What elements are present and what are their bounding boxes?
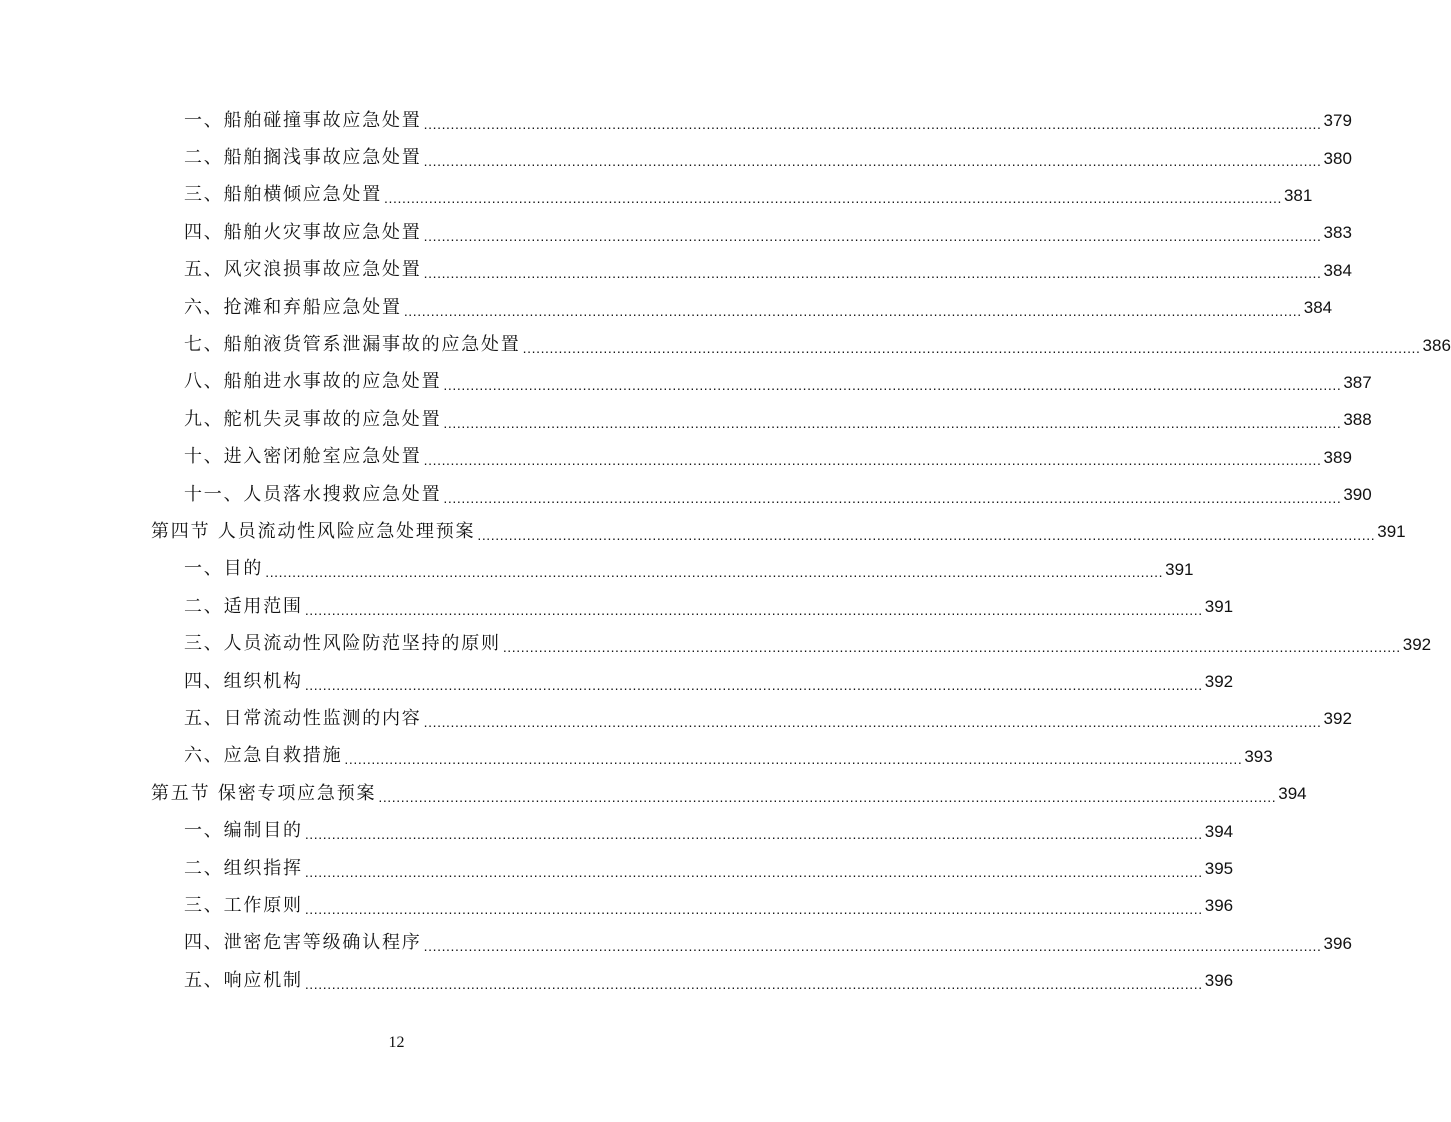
toc-entry[interactable] bbox=[0, 625, 1432, 662]
toc-entry-title: 三、工作原则 bbox=[184, 894, 303, 916]
toc-entry-title: 八、船舶进水事故的应急处置 bbox=[184, 371, 442, 393]
toc-entry-page: 379 bbox=[1323, 111, 1352, 131]
toc-entry-page: 380 bbox=[1323, 148, 1352, 168]
toc-entry-title: 五、日常流动性监测的内容 bbox=[184, 707, 422, 729]
toc-entry-title: 十、进入密闭舱室应急处置 bbox=[184, 446, 422, 468]
toc-leader-dots: ........................................................................................................................................................................................................ bbox=[344, 751, 1243, 768]
toc-entry-page: 390 bbox=[1343, 485, 1372, 505]
toc-entry[interactable] bbox=[0, 925, 1352, 962]
toc-entry[interactable] bbox=[0, 476, 1372, 513]
toc-leader-dots: ........................................................................................................................................................................................................ bbox=[443, 377, 1342, 394]
toc-entry-page: 392 bbox=[1402, 634, 1432, 654]
toc-leader-dots: ........................................................................................................................................................................................................ bbox=[423, 713, 1322, 730]
toc-entry[interactable] bbox=[0, 102, 1352, 139]
toc-leader-dots: ........................................................................................................................................................................................................ bbox=[477, 526, 1376, 543]
toc-leader-dots: ........................................................................................................................................................................................................ bbox=[265, 564, 1164, 581]
toc-leader-dots: ........................................................................................................................................................................................................ bbox=[443, 489, 1342, 506]
toc-entry-page: 389 bbox=[1323, 447, 1352, 467]
toc-entry[interactable] bbox=[0, 214, 1352, 251]
toc-entry-title: 六、应急自救措施 bbox=[184, 745, 343, 767]
toc-leader-dots: ........................................................................................................................................................................................................ bbox=[304, 601, 1203, 618]
toc-entry-page: 393 bbox=[1244, 746, 1273, 766]
toc-entry-page: 395 bbox=[1204, 859, 1234, 878]
toc-leader-dots: ........................................................................................................................................................................................................ bbox=[423, 938, 1322, 955]
toc-entry[interactable] bbox=[0, 326, 1451, 363]
toc-entry-page: 383 bbox=[1323, 223, 1352, 243]
toc-entry-title: 七、船舶液货管系泄漏事故的应急处置 bbox=[184, 334, 521, 356]
toc-entry-title: 四、泄密危害等级确认程序 bbox=[184, 932, 422, 954]
toc-leader-dots: ........................................................................................................................................................................................................ bbox=[502, 639, 1401, 656]
toc-entry[interactable] bbox=[0, 252, 1352, 289]
toc-entry-page: 391 bbox=[1377, 522, 1406, 542]
toc-entry-page: 387 bbox=[1343, 372, 1372, 392]
toc-entry-page: 392 bbox=[1323, 709, 1352, 729]
toc-entry-page: 384 bbox=[1303, 298, 1333, 318]
toc-entry-page: 388 bbox=[1343, 410, 1372, 430]
toc-entry-title: 四、船舶火灾事故应急处置 bbox=[184, 221, 422, 243]
toc-entry-page: 392 bbox=[1204, 672, 1234, 692]
toc-entry-page: 394 bbox=[1204, 821, 1234, 841]
toc-entry[interactable] bbox=[0, 663, 1234, 700]
toc-entry-title: 三、船舶横倾应急处置 bbox=[184, 184, 382, 206]
toc-entry-page: 386 bbox=[1422, 335, 1451, 355]
toc-entry-title: 一、船舶碰撞事故应急处置 bbox=[184, 109, 422, 131]
toc-entry-title: 九、舵机失灵事故的应急处置 bbox=[184, 408, 442, 430]
toc-entry-title: 十一、人员落水搜救应急处置 bbox=[184, 483, 442, 505]
toc-leader-dots: ........................................................................................................................................................................................................ bbox=[304, 863, 1203, 880]
toc-entry-page: 381 bbox=[1283, 185, 1313, 205]
toc-entry-title: 六、抢滩和弃船应急处置 bbox=[184, 296, 402, 318]
toc-section-entry[interactable] bbox=[0, 775, 1307, 812]
toc-entry[interactable] bbox=[0, 364, 1372, 401]
toc-entry[interactable] bbox=[0, 177, 1313, 214]
toc-leader-dots: ........................................................................................................................................................................................................ bbox=[384, 190, 1282, 207]
toc-entry-title: 三、人员流动性风险防范坚持的原则 bbox=[184, 633, 501, 655]
toc-entry-page: 391 bbox=[1165, 559, 1194, 579]
toc-entry-page: 384 bbox=[1323, 260, 1352, 280]
toc-entry-title: 五、响应机制 bbox=[184, 969, 303, 991]
toc-entry-page: 396 bbox=[1323, 933, 1352, 953]
toc-entry[interactable] bbox=[0, 588, 1234, 625]
toc-entry[interactable] bbox=[0, 551, 1194, 588]
toc-entry-title: 二、适用范围 bbox=[184, 595, 303, 617]
toc-leader-dots: ........................................................................................................................................................................................................ bbox=[423, 153, 1322, 170]
toc-leader-dots: ........................................................................................................................................................................................................ bbox=[423, 265, 1322, 282]
toc-entry-title: 二、船舶搁浅事故应急处置 bbox=[184, 147, 422, 169]
toc-entry-title: 二、组织指挥 bbox=[184, 857, 303, 879]
toc-entry[interactable] bbox=[0, 962, 1234, 999]
toc-leader-dots: ........................................................................................................................................................................................................ bbox=[304, 975, 1203, 992]
toc-leader-dots: ........................................................................................................................................................................................................ bbox=[443, 414, 1342, 431]
toc-entry-page: 396 bbox=[1204, 971, 1234, 991]
toc-leader-dots: ........................................................................................................................................................................................................ bbox=[423, 452, 1322, 469]
toc-leader-dots: ........................................................................................................................................................................................................ bbox=[423, 227, 1322, 244]
toc-entry-page: 391 bbox=[1204, 597, 1234, 617]
toc-leader-dots: ........................................................................................................................................................................................................ bbox=[403, 302, 1302, 319]
toc-entry-title: 五、风灾浪损事故应急处置 bbox=[184, 259, 422, 281]
page-number: 12 bbox=[388, 1034, 405, 1051]
table-of-contents bbox=[0, 102, 1451, 999]
toc-entry-title: 一、编制目的 bbox=[184, 820, 303, 842]
toc-entry[interactable] bbox=[0, 700, 1352, 737]
toc-entry-title: 四、组织机构 bbox=[184, 670, 303, 692]
toc-entry[interactable] bbox=[0, 139, 1352, 176]
toc-leader-dots: ........................................................................................................................................................................................................ bbox=[304, 826, 1203, 843]
toc-entry[interactable] bbox=[0, 850, 1234, 887]
toc-entry[interactable] bbox=[0, 887, 1234, 924]
toc-leader-dots: ........................................................................................................................................................................................................ bbox=[304, 676, 1203, 693]
toc-entry[interactable] bbox=[0, 738, 1273, 775]
toc-entry[interactable] bbox=[0, 289, 1333, 326]
toc-leader-dots: ........................................................................................................................................................................................................ bbox=[522, 340, 1421, 357]
toc-entry-page: 396 bbox=[1204, 896, 1234, 916]
toc-entry[interactable] bbox=[0, 812, 1234, 849]
toc-entry-title: 第五节 保密专项应急预案 bbox=[151, 782, 377, 804]
toc-entry[interactable] bbox=[0, 401, 1372, 438]
toc-leader-dots: ........................................................................................................................................................................................................ bbox=[304, 900, 1203, 917]
toc-entry[interactable] bbox=[0, 439, 1352, 476]
toc-entry-page: 394 bbox=[1278, 784, 1307, 804]
toc-entry-title: 一、目的 bbox=[184, 558, 264, 580]
toc-leader-dots: ........................................................................................................................................................................................................ bbox=[423, 115, 1322, 132]
toc-leader-dots: ........................................................................................................................................................................................................ bbox=[378, 788, 1277, 805]
toc-entry-title: 第四节 人员流动性风险应急处理预案 bbox=[151, 520, 476, 542]
toc-section-entry[interactable] bbox=[0, 513, 1406, 550]
